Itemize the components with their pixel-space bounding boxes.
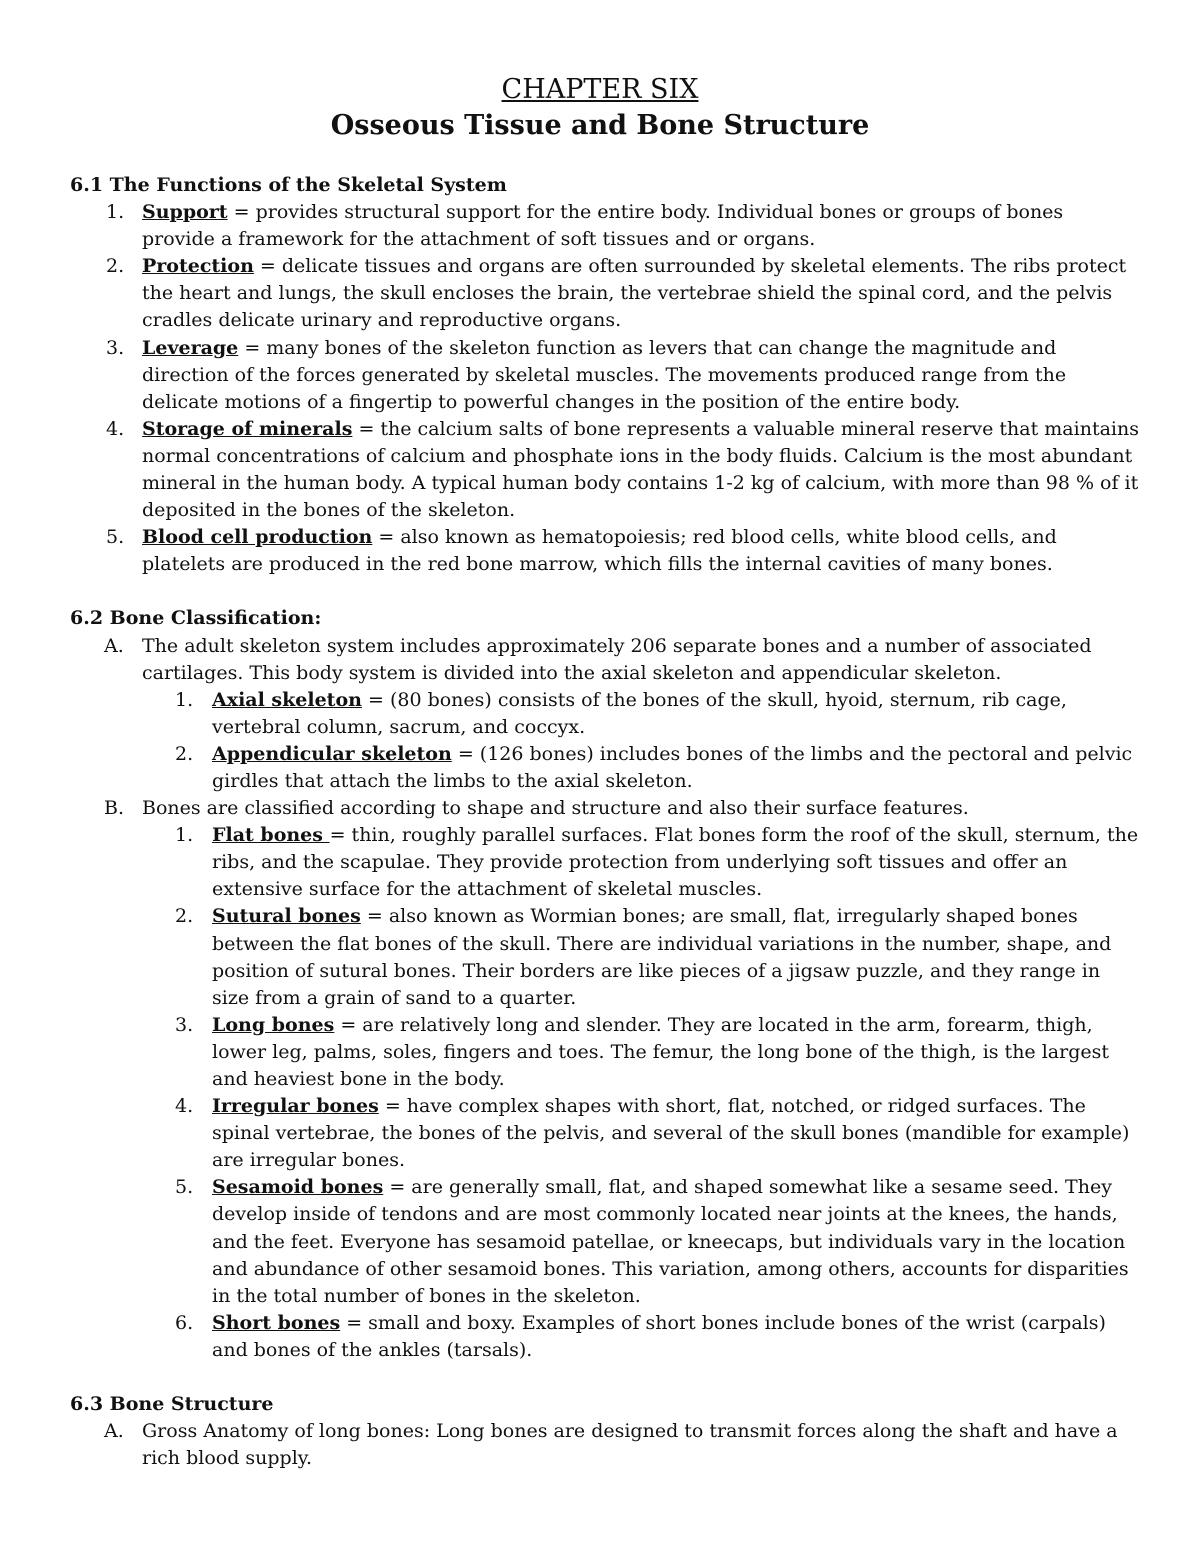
list-item-irregular-bones (70, 1093, 1140, 1174)
list-number: 5. (175, 1176, 194, 1199)
definition-text: = provides structural support for the entire body. Individual bones or groups of bones provide a framework for the attachment of soft tissues and or organs. (142, 201, 1064, 251)
outline-text: Bones are classified according to shape and structure and also their surface features. (142, 797, 969, 820)
list-item-long-bones (70, 1012, 1140, 1093)
list-item-support (70, 199, 1140, 253)
term-blood-cell-production: Blood cell production (142, 526, 373, 549)
outline-text: Gross Anatomy of long bones: Long bones are designed to transmit forces along the shaft and have a rich blood supply. (142, 1420, 1118, 1470)
definition-text: = also known as Wormian bones; are small, flat, irregularly shaped bones between the flat bones of the skull. There are individual variations in the number, shape, and position of sutural bones. Their borders are like pieces of a jigsaw puzzle, and they range in size from a grain of sand to a quarter. (212, 905, 1112, 1009)
term-support: Support (142, 201, 228, 224)
list-item-axial-skeleton (70, 687, 1140, 741)
list-number: 2. (106, 255, 125, 278)
list-item-leverage (70, 335, 1140, 416)
outline-item-a (70, 633, 1140, 687)
term-storage-of-minerals: Storage of minerals (142, 417, 353, 440)
list-number: 2. (175, 742, 194, 765)
list-item-blood-cell-production (70, 524, 1140, 578)
outline-letter: B. (104, 797, 125, 820)
list-number: 2. (175, 905, 194, 928)
term-sesamoid-bones: Sesamoid bones (212, 1176, 384, 1199)
list-number: 1. (175, 824, 194, 847)
chapter-subtitle: Osseous Tissue and Bone Structure (330, 110, 870, 141)
term-irregular-bones: Irregular bones (212, 1095, 379, 1118)
term-protection: Protection (142, 255, 254, 278)
definition-text: = (126 bones) includes bones of the limbs and the pectoral and pelvic girdles that attach the limbs to the axial skeleton. (212, 742, 1133, 792)
definition-text: = (80 bones) consists of the bones of the skull, hyoid, sternum, rib cage, vertebral column, sacrum, and coccyx. (212, 688, 1067, 738)
outline-letter: A. (104, 1420, 124, 1443)
term-flat-bones: Flat bones (212, 824, 330, 847)
definition-text: = have complex shapes with short, flat, notched, or ridged surfaces. The spinal vertebrae, the bones of the pelvis, and several of the skull bones (mandible for example) are irregular bones. (212, 1095, 1130, 1172)
list-number: 1. (106, 201, 125, 224)
section-heading-6-2: 6.2 Bone Classification: (70, 607, 322, 630)
term-short-bones: Short bones (212, 1311, 341, 1334)
list-number: 3. (175, 1013, 194, 1036)
term-axial-skeleton: Axial skeleton (212, 688, 362, 711)
definition-text: = are generally small, flat, and shaped somewhat like a sesame seed. They develop inside of tendons and are most commonly located near joints at the knees, the hands, and the feet. Everyone has sesamoid patellae, or kneecaps, but individuals vary in the location and abundance of other sesamoid bones. This variation, among others, accounts for disparities in the total number of bones in the skeleton. (212, 1176, 1129, 1307)
outline-item-a (70, 1418, 1140, 1472)
list-item-sutural-bones (70, 903, 1140, 1011)
list-number: 3. (106, 336, 125, 359)
list-number: 6. (175, 1311, 194, 1334)
list-item-sesamoid-bones (70, 1174, 1140, 1309)
list-item-flat-bones (70, 822, 1140, 903)
list-item-protection (70, 253, 1140, 334)
term-appendicular-skeleton: Appendicular skeleton (212, 742, 452, 765)
section-heading-6-3: 6.3 Bone Structure (70, 1393, 274, 1416)
chapter-title: CHAPTER SIX (501, 74, 699, 105)
term-leverage: Leverage (142, 336, 239, 359)
section-spacer (70, 578, 1140, 605)
list-item-short-bones (70, 1310, 1140, 1364)
term-long-bones: Long bones (212, 1013, 335, 1036)
list-number: 4. (175, 1095, 194, 1118)
definition-text: = small and boxy. Examples of short bones include bones of the wrist (carpals) and bones of the ankles (tarsals). (212, 1311, 1106, 1361)
definition-text: = the calcium salts of bone represents a valuable mineral reserve that maintains normal concentrations of calcium and phosphate ions in the body fluids. Calcium is the most abundant mineral in the human body. A typical human body contains 1-2 kg of calcium, with more than 98 % of it deposited in the bones of the skeleton. (142, 417, 1139, 522)
definition-text: = many bones of the skeleton function as levers that can change the magnitude and direction of the forces generated by skeletal muscles. The movements produced range from the delicate motions of a fingertip to powerful changes in the position of the entire body. (142, 336, 1067, 413)
list-number: 5. (106, 526, 125, 549)
document-body (70, 172, 1140, 1472)
list-item-appendicular-skeleton (70, 741, 1140, 795)
list-number: 1. (175, 688, 194, 711)
term-sutural-bones: Sutural bones (212, 905, 361, 928)
list-number: 4. (106, 417, 125, 440)
section-spacer (70, 1364, 1140, 1391)
outline-item-b (70, 795, 1140, 822)
section-heading-6-1: 6.1 The Functions of the Skeletal System (70, 174, 507, 196)
definition-text: = thin, roughly parallel surfaces. Flat bones form the roof of the skull, sternum, the ribs, and the scapulae. They provide protection from underlying soft tissues and offer an extensive surface for the attachment of skeletal muscles. (212, 824, 1139, 901)
list-item-storage-of-minerals (70, 416, 1140, 524)
definition-text: = also known as hematopoiesis; red blood cells, white blood cells, and platelets are produced in the red bone marrow, which fills the internal cavities of many bones. (142, 526, 1057, 576)
definition-text: = delicate tissues and organs are often surrounded by skeletal elements. The ribs protect the heart and lungs, the skull encloses the brain, the vertebrae shield the spinal cord, and the pelvis cradles delicate urinary and reproductive organs. (142, 255, 1127, 332)
definition-text: = are relatively long and slender. They are located in the arm, forearm, thigh, lower leg, palms, soles, fingers and toes. The femur, the long bone of the thigh, is the largest and heaviest bone in the body. (212, 1013, 1109, 1090)
outline-letter: A. (104, 634, 124, 657)
outline-text: The adult skeleton system includes approximately 206 separate bones and a number of associated cartilages. This body system is divided into the axial skeleton and appendicular skeleton. (142, 634, 1092, 684)
